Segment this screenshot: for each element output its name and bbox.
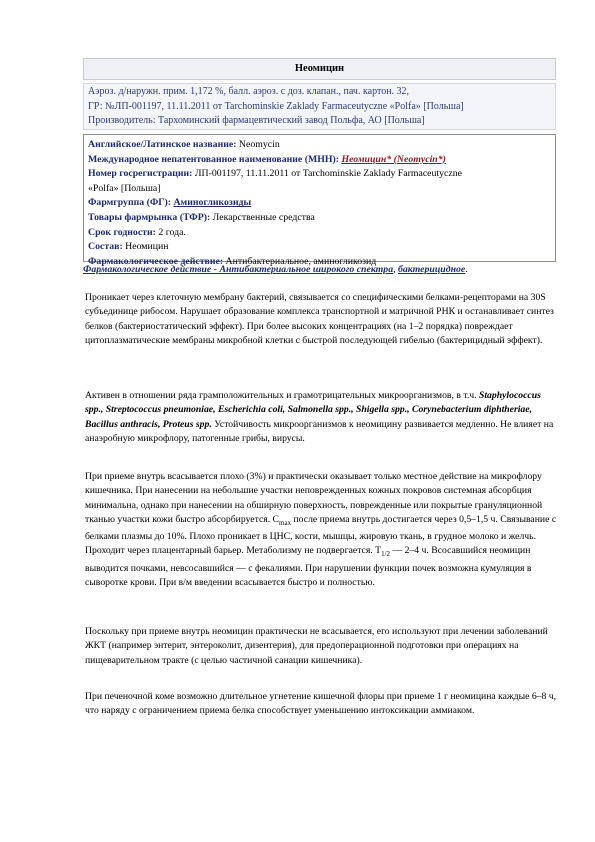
paragraph-text xyxy=(85,470,559,590)
shelf-life-label: Срок годности: xyxy=(88,226,156,238)
pharm-sep: , xyxy=(393,264,399,275)
action-label: Фармакологическое действие: xyxy=(88,255,224,267)
spectrum-outro: Устойчивость микроорганизмов к неомицину развивается медленно. Не влияет на анаэробную микрофлору, патогенные грибы, вирусы. xyxy=(85,418,554,444)
pharmgroup-label: Фармгруппа (ФГ): xyxy=(88,197,172,209)
action-value: Антибактериальное, аминогликозид xyxy=(223,255,377,267)
paragraph-mechanism xyxy=(85,291,559,348)
paragraph-text: Проникает через клеточную мембрану бактерий, связывается со специфическими белками-рецепторами на 30S субъединице рибосом. Нарушает образование комплекса транспортной и матричной РНК и останавливает синтез белков (бактериостатический эффект). При более высоких концентрациях (на 1–2 порядка) повреждает цитоплазматические мембраны микробной клетки с быстрой последующей гибелью (бактерицидный эффект). xyxy=(85,292,554,346)
pk-part-b: после приема внутрь достигается через 0,5–1,5 ч. Связывание с белками плазмы до 10%. Плохо проникает в ЦНС, кости, мышцы, жировую ткань, в грудное молоко и желчь. Проходит через плацентарный барьер. Метаболизму не подвергается. T xyxy=(85,513,557,557)
latin-name-label: Английское/Латинское название: xyxy=(88,139,237,150)
composition-row xyxy=(88,240,551,255)
paragraph-text: Поскольку при приеме внутрь неомицин практически не всасывается, его используют при лечении заболеваний ЖКТ (например энтерит, энтероколит, дизентерия), для предоперационной подготовки при операциях на пищеварительном тракте (с целью частичной санации кишечника). xyxy=(85,626,548,666)
paragraph-spectrum xyxy=(85,389,559,446)
paragraph-text xyxy=(85,389,559,446)
shelf-life-row xyxy=(88,226,551,241)
properties-box xyxy=(83,134,556,267)
inn-label: Международное непатентованное наименование (МНН): xyxy=(88,153,339,165)
drug-title: Неомицин xyxy=(83,58,556,80)
latin-name-value: Neomycin xyxy=(236,139,280,150)
pharmgroup-row xyxy=(88,196,551,211)
product-info-box xyxy=(83,83,556,130)
manufacturer-line: Производитель: Тархоминский фармацевтический завод Польфа, АО [Польша] xyxy=(88,115,425,126)
registration-line: ГР: №ЛП-001197, 11.11.2011 от Tarchominskie Zaklady Farmaceutyczne «Polfa» [Польша] xyxy=(88,100,464,112)
composition-label: Состав: xyxy=(88,241,123,253)
registration-value: ЛП-001197, 11.11.2011 от Tarchominskie Zaklady Farmaceutyczne xyxy=(192,168,462,180)
paragraph-hepatic-coma xyxy=(85,690,559,719)
paragraph-pharmacokinetics xyxy=(85,470,559,590)
cmax-subscript: max xyxy=(279,518,292,527)
registration-label: Номер госрегистрации: xyxy=(88,168,193,180)
paragraph-text: При печеночной коме возможно длительное угнетение кишечной флоры при приеме 1 г неомицина каждые 6–8 ч, что наряду с ограничением приема белка способствует уменьшению интоксикации аммиаком. xyxy=(85,691,557,717)
market-goods-label: Товары фармрынка (ТФР): xyxy=(88,211,211,223)
latin-name-row xyxy=(88,138,551,153)
pharmgroup-link[interactable]: Аминогликозиды xyxy=(173,197,252,209)
pharm-end: . xyxy=(465,264,468,275)
organism-list: Staphylococcus spp., Streptococcus pneumoniae, Escherichia coli, Salmonella spp., Shigella spp., Corynebacterium diphtheriae, Bacillus anthracis, Proteus spp. xyxy=(85,390,541,430)
product-form-line: Аэроз. д/наружн. прим. 1,172 %, балл. аэроз. с доз. клапан., пач. картон. 32, xyxy=(88,86,410,97)
pharm-action-label: Фармакологическое действие - xyxy=(83,264,220,275)
pk-part-a: При приеме внутрь всасывается плохо (3%) и практически оказывает только местное действие на микрофлору кишечника. При нанесении на небольшие участки неповрежденных кожных покровов системная абсорбция минимальна, однако при нанесении на обширную поверхность, поврежденные или покрытые грануляционной тканью участки кожи быстро абсорбируется. C xyxy=(85,471,543,525)
shelf-life-value: 2 года. xyxy=(155,226,186,238)
registration-value-cont: «Polfa» [Польша] xyxy=(88,182,161,194)
market-goods-row xyxy=(88,211,551,226)
pharm-action-line xyxy=(83,263,563,277)
paragraph-usage xyxy=(85,625,559,668)
broad-spectrum-link[interactable]: Антибактериальное широкого спектра xyxy=(219,264,394,275)
composition-value: Неомицин xyxy=(122,241,169,253)
inn-row xyxy=(88,153,551,168)
spectrum-intro: Активен в отношении ряда грамположительных и грамотрицательных микроорганизмов, в т.ч. xyxy=(85,390,479,401)
registration-row-cont xyxy=(88,182,551,197)
inn-link[interactable]: Неомицин* (Neomycin*) xyxy=(341,153,446,165)
market-goods-value: Лекарственные средства xyxy=(210,211,315,223)
registration-row xyxy=(88,167,551,182)
pk-part-c: — 2–4 ч. Всосавшийся неомицин выводится почками, невсосавшийся — с фекалиями. При нарушении функции почек возможна кумуляция в сыворотке крови. При в/м введении всасывается быстро и полностью. xyxy=(85,545,532,588)
half-life-subscript: 1/2 xyxy=(381,550,391,559)
bactericidal-link[interactable]: бактерицидное xyxy=(398,264,466,275)
